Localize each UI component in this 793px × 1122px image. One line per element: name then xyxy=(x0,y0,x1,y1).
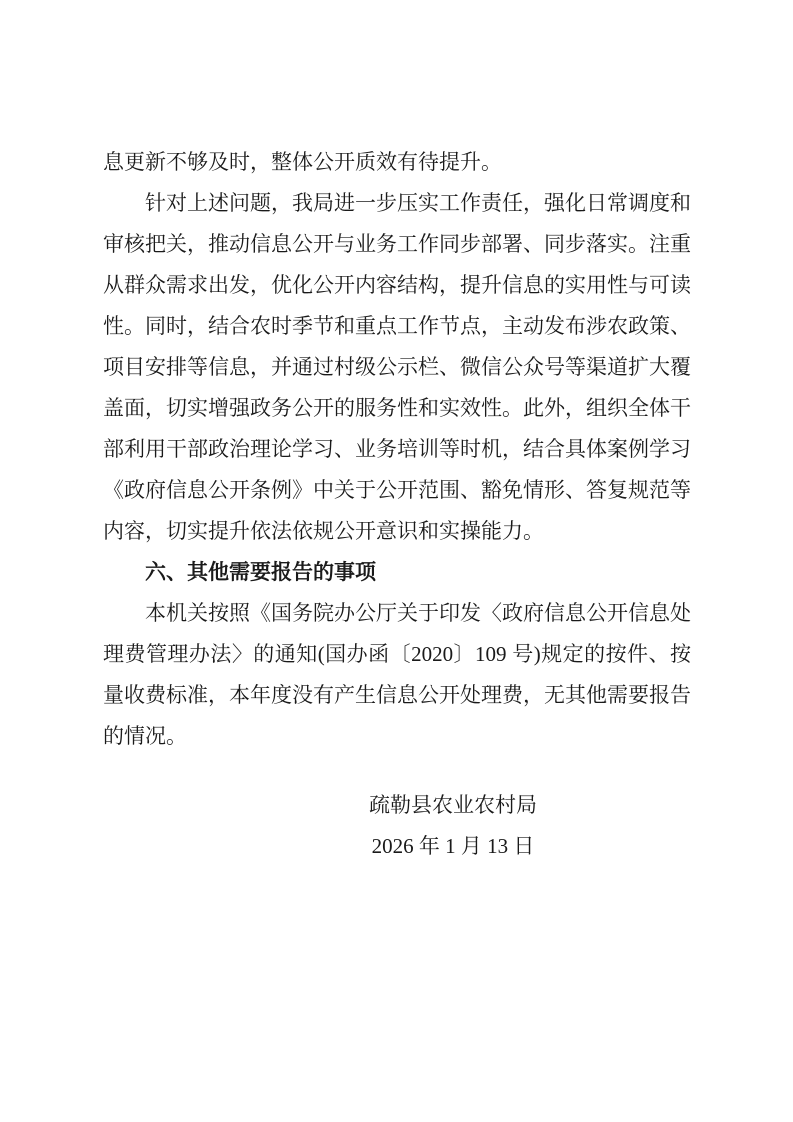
body-paragraph-continuation: 息更新不够及时，整体公开质效有待提升。 xyxy=(103,150,502,174)
body-paragraph-improvements: 针对上述问题，我局进一步压实工作责任，强化日常调度和审核把关，推动信息公开与业务工作同步部署、同步落实。注重从群众需求出发，优化公开内容结构，提升信息的实用性与可读性。同时，结合农时季节和重点工作节点，主动发布涉农政策、项目安排等信息，并通过村级公示栏、微信公众号等渠道扩大覆盖面，切实增强政务公开的服务性和实效性。此外，组织全体干部利用干部政治理论学习、业务培训等时机，结合具体案例学习《政府信息公开条例》中关于公开范围、豁免情形、答复规范等内容，切实提升依法依规公开意识和实操能力。 xyxy=(103,191,691,543)
section-heading-other-matters: 六、其他需要报告的事项 xyxy=(145,561,376,584)
signature-date: 2026 年 1 月 13 日 xyxy=(371,834,535,858)
body-paragraph-fees: 本机关按照《国务院办公厅关于印发〈政府信息公开信息处理费管理办法〉的通知(国办函〔2020〕109 号)规定的按件、按量收费标准，本年度没有产生信息公开处理费，无其他需要报告的情况。 xyxy=(103,601,691,748)
document-body xyxy=(103,142,691,867)
signature-block xyxy=(303,785,603,867)
signature-organization: 疏勒县农业农村局 xyxy=(369,793,537,817)
